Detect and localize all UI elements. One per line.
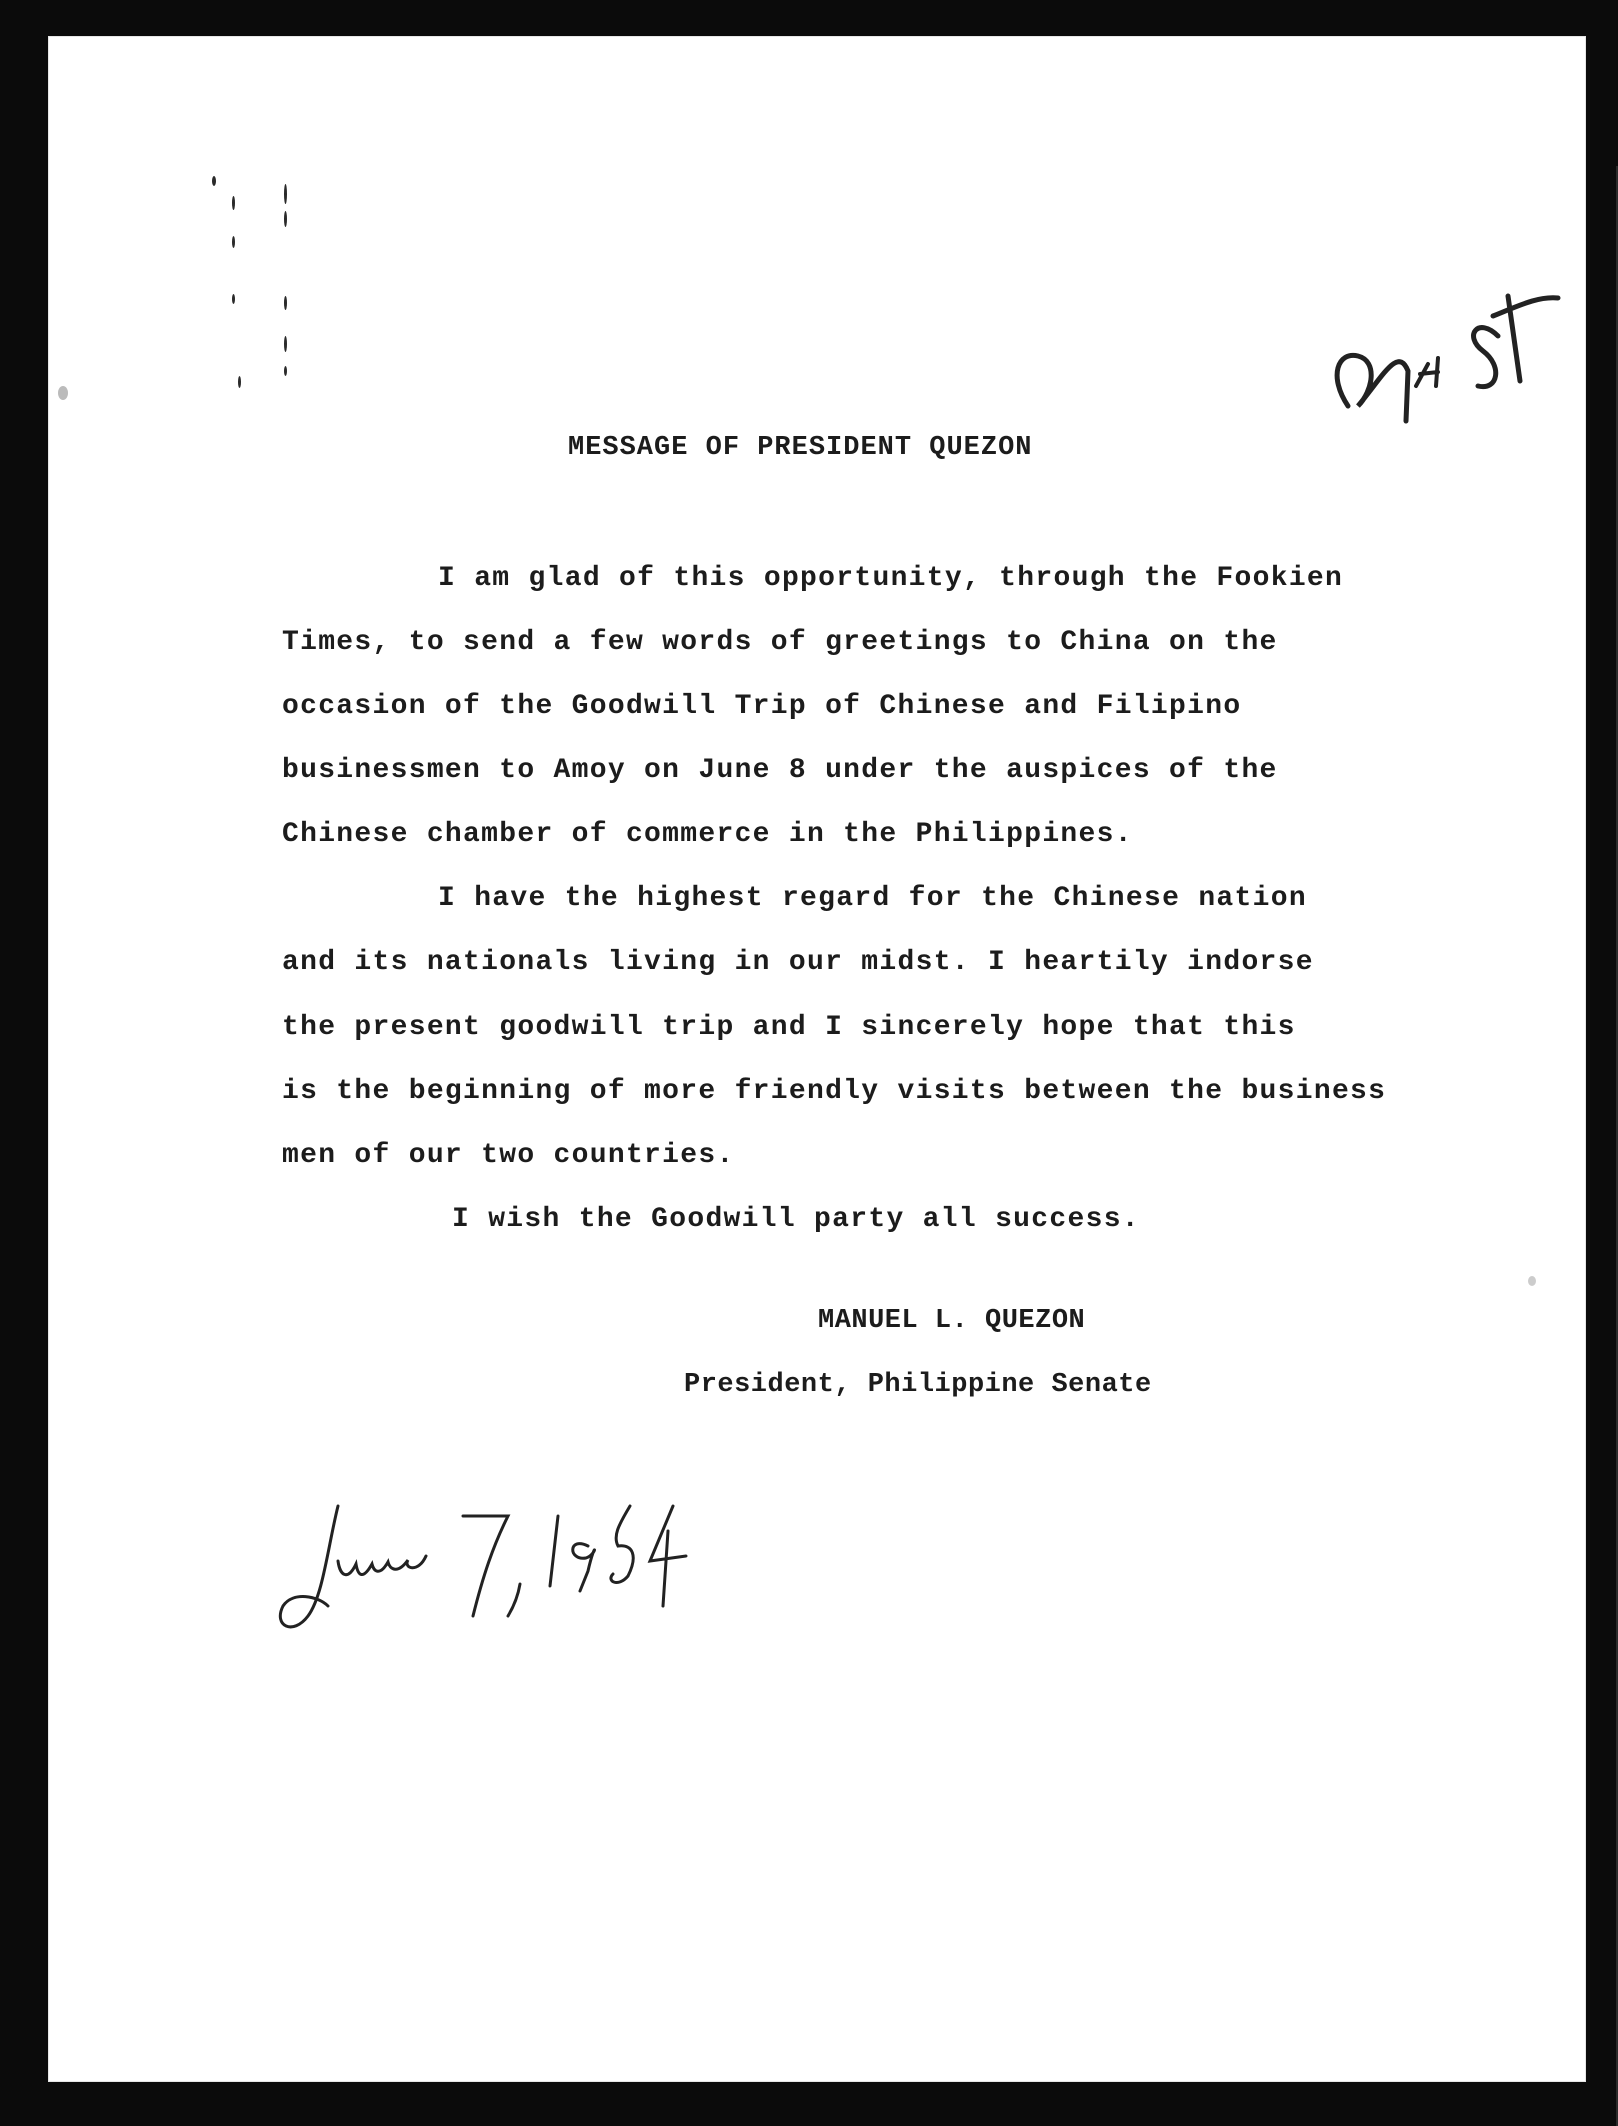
body-line-10: men of our two countries. [282,1140,735,1171]
scan-speck [232,196,235,210]
scan-speck [238,376,241,388]
signature-title: President, Philippine Senate [684,1370,1152,1400]
scan-speck [284,296,287,310]
body-line-3: occasion of the Goodwill Trip of Chinese and Filipino [282,691,1242,722]
document-page [48,36,1586,2082]
body-line-4: businessmen to Amoy on June 8 under the auspices of the [282,755,1278,786]
body-line-2: Times, to send a few words of greetings to China on the [282,627,1278,658]
body-line-1: I am glad of this opportunity, through the Fookien [438,563,1344,594]
body-line-9: is the beginning of more friendly visits between the business [282,1076,1387,1107]
scan-speck [58,386,68,400]
body-line-7: and its nationals living in our midst. I heartily indorse [282,947,1314,978]
scan-speck [1528,1276,1536,1286]
scan-speck [284,211,287,227]
scan-speck [212,176,216,186]
handwritten-corner-note [1288,256,1588,456]
scan-speck [284,366,287,376]
scan-speck [232,294,235,304]
body-line-6: I have the highest regard for the Chinese nation [438,883,1307,914]
signature-name: MANUEL L. QUEZON [818,1306,1086,1336]
body-line-5: Chinese chamber of commerce in the Philippines. [282,819,1133,850]
scan-speck [284,336,287,352]
handwritten-date [268,1476,688,1646]
scan-speck [232,236,235,248]
body-line-8: the present goodwill trip and I sincerely hope that this [282,1012,1296,1043]
document-title: MESSAGE OF PRESIDENT QUEZON [568,433,1033,463]
scan-speck [284,184,287,204]
body-line-11: I wish the Goodwill party all success. [452,1204,1140,1235]
